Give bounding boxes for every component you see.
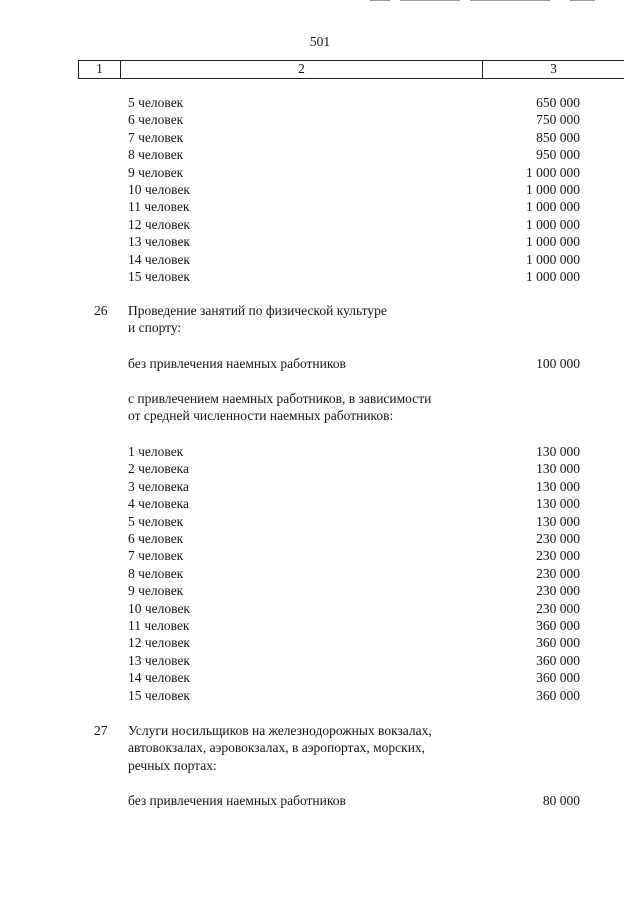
- row-value: 230 000: [536, 548, 580, 564]
- row-value: 850 000: [536, 129, 580, 145]
- row-label: 15 человек: [128, 269, 190, 284]
- row-label: 7 человек: [128, 548, 184, 564]
- page-number: 501: [309, 34, 331, 49]
- row-label: 10 человек: [128, 600, 190, 616]
- column-header-1: 1: [79, 61, 121, 78]
- table-row: [0, 582, 640, 599]
- row-label: речных портах:: [128, 757, 217, 773]
- table-row: [0, 268, 640, 285]
- table-row: [0, 251, 640, 268]
- section-title: [0, 722, 640, 739]
- row-label: 2 человека: [128, 461, 190, 477]
- row-value: 130 000: [536, 496, 580, 512]
- row-value: 950 000: [536, 147, 580, 163]
- row-value: 1 000 000: [526, 269, 580, 284]
- table-row: [0, 129, 640, 146]
- table-row: [0, 600, 640, 617]
- row-value: 1 000 000: [526, 216, 580, 232]
- section-number: 27: [94, 723, 108, 738]
- scan-artifact-line: [470, 0, 550, 1]
- table-row: [0, 198, 640, 215]
- column-header-3: 3: [550, 61, 557, 76]
- table-row: [0, 216, 640, 233]
- section-title: [0, 319, 640, 336]
- table-row: [0, 443, 640, 460]
- row-label: и спорту:: [128, 320, 182, 336]
- row-value: 130 000: [536, 478, 580, 494]
- row-label: 15 человек: [128, 687, 190, 703]
- row-label: 13 человек: [128, 652, 190, 668]
- row-label: 3 человека: [128, 478, 190, 494]
- row-value: 230 000: [536, 565, 580, 581]
- table-row: [0, 669, 640, 686]
- row-value: 130 000: [536, 461, 580, 477]
- table-row: [0, 530, 640, 547]
- row-label: 12 человек: [128, 216, 190, 232]
- table-row: [0, 355, 640, 372]
- row-label: 12 человек: [128, 635, 190, 651]
- row-value: 80 000: [542, 793, 580, 808]
- row-label: автовокзалах, аэровокзалах, в аэропортах, морских,: [128, 740, 426, 756]
- section-title: [0, 739, 640, 756]
- row-value: 360 000: [536, 618, 580, 633]
- table-row: [0, 687, 640, 704]
- row-label: 6 человек: [128, 112, 184, 128]
- section-number: 26: [94, 303, 108, 318]
- row-value: 360 000: [536, 670, 580, 686]
- row-label: 4 человека: [128, 496, 190, 512]
- table-row: [0, 792, 640, 809]
- row-value: 100 000: [536, 356, 580, 371]
- section-title: [0, 757, 640, 774]
- table-row: [0, 94, 640, 111]
- table-row: [0, 181, 640, 198]
- row-label: 7 человек: [128, 129, 184, 145]
- row-label: без привлечения наемных работников: [128, 793, 346, 808]
- row-value: 230 000: [536, 600, 580, 616]
- row-label: 5 человек: [128, 513, 184, 529]
- table-row: [0, 652, 640, 669]
- row-label: 8 человек: [128, 565, 184, 581]
- scan-artifact-line: [570, 0, 595, 1]
- row-label: Услуги носильщиков на железнодорожных вокзалах,: [128, 723, 432, 738]
- row-value: 1 000 000: [526, 164, 580, 180]
- row-label: 13 человек: [128, 234, 190, 250]
- section-subtitle: [0, 390, 640, 407]
- table-row: [0, 513, 640, 530]
- row-label: 10 человек: [128, 182, 190, 197]
- table-header: [78, 60, 624, 79]
- row-value: 1 000 000: [526, 199, 580, 215]
- row-label: 11 человек: [128, 618, 190, 633]
- scan-artifact-line: [400, 0, 460, 1]
- row-label: 14 человек: [128, 251, 190, 267]
- row-label: Проведение занятий по физической культуре: [128, 303, 387, 318]
- row-value: 230 000: [536, 531, 580, 546]
- table-row: [0, 478, 640, 495]
- row-value: 360 000: [536, 652, 580, 668]
- row-label: 9 человек: [128, 164, 184, 180]
- row-label: 1 человек: [128, 444, 184, 459]
- row-value: 1 000 000: [526, 182, 580, 197]
- row-value: 1 000 000: [526, 234, 580, 250]
- column-header-2: 2: [121, 61, 483, 78]
- table-row: [0, 111, 640, 128]
- row-value: 360 000: [536, 635, 580, 651]
- table-row: [0, 233, 640, 250]
- row-value: 130 000: [536, 513, 580, 529]
- table-row: [0, 164, 640, 181]
- table-row: [0, 565, 640, 582]
- row-value: 130 000: [536, 444, 580, 459]
- row-label: 8 человек: [128, 147, 184, 163]
- table-row: [0, 634, 640, 651]
- row-value: 650 000: [536, 95, 580, 110]
- table-row: [0, 547, 640, 564]
- row-value: 750 000: [536, 112, 580, 128]
- row-label: без привлечения наемных работников: [128, 356, 346, 371]
- row-label: 6 человек: [128, 531, 184, 546]
- section-title: [0, 302, 640, 319]
- row-value: 360 000: [536, 687, 580, 703]
- scan-artifact-line: [370, 0, 390, 1]
- row-label: 11 человек: [128, 199, 190, 215]
- row-label: 14 человек: [128, 670, 190, 686]
- table-row: [0, 617, 640, 634]
- row-label: с привлечением наемных работников, в зависимости: [128, 391, 432, 406]
- table-row: [0, 146, 640, 163]
- row-value: 1 000 000: [526, 251, 580, 267]
- table-row: [0, 460, 640, 477]
- table-row: [0, 495, 640, 512]
- section-subtitle: [0, 407, 640, 424]
- row-label: от средней численности наемных работников:: [128, 408, 394, 424]
- row-label: 9 человек: [128, 583, 184, 599]
- row-value: 230 000: [536, 583, 580, 599]
- row-label: 5 человек: [128, 95, 184, 110]
